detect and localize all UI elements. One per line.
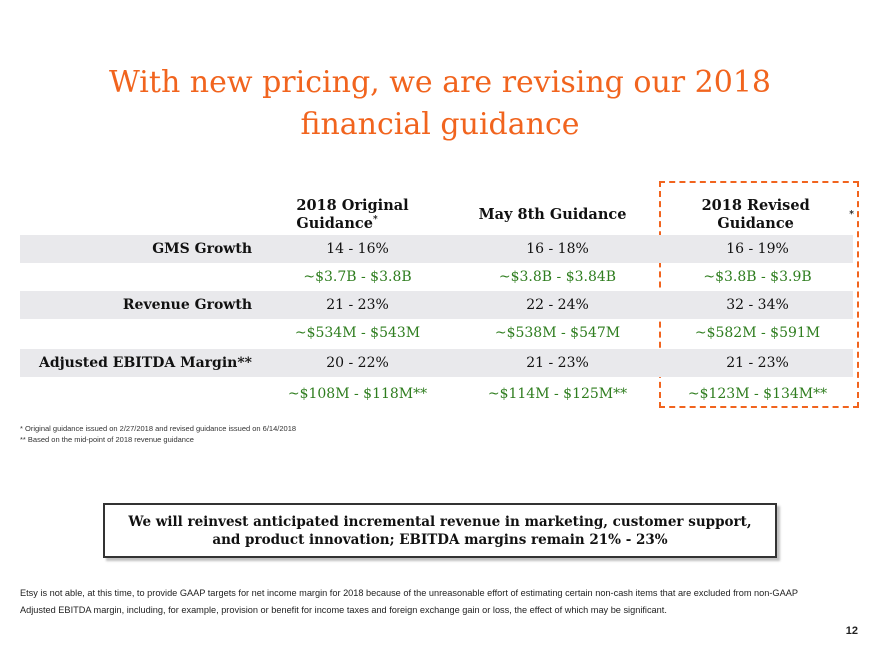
header-may-8th-guidance (455, 194, 650, 236)
slide-title-line-2: financial guidance (300, 107, 580, 142)
reinvestment-callout-text: We will reinvest anticipated incremental revenue in marketing, customer support, and product innovation; EBITDA margins remain 21% - 23% (128, 513, 752, 548)
gaap-disclaimer: Etsy is not able, at this time, to provide GAAP targets for net income margin for 2018 because of the unreasonable effort of estimating certain non-cash items that are excluded from non-GAAP Adjusted EBITDA margin, including, for example, provision or benefit for income taxes and foreign exchange gain or loss, the effect of which may be significant. (20, 588, 798, 615)
cell-original: ~$3.7B - $3.8B (303, 269, 412, 285)
cell-may-8th: ~$538M - $547M (494, 325, 621, 341)
cell-may-8th: 22 - 24% (526, 297, 589, 313)
table-row-ebitda-dollars (20, 380, 853, 408)
cell-original: 14 - 16% (326, 241, 389, 257)
cell-revised: ~$3.8B - $3.9B (703, 269, 812, 285)
header-may-8th-guidance-label: May 8th Guidance (478, 206, 627, 223)
row-label (20, 319, 282, 347)
cell-may-8th: 21 - 23% (526, 355, 589, 371)
table-row-revenue-dollars (20, 319, 853, 347)
row-label: Revenue Growth (122, 297, 252, 313)
row-label: GMS Growth (152, 241, 252, 257)
slide-title-line-1: With new pricing, we are revising our 2018 (108, 65, 772, 100)
cell-revised: ~$582M - $591M (694, 325, 821, 341)
cell-original: ~$534M - $543M (294, 325, 421, 341)
row-label: Adjusted EBITDA Margin** (38, 355, 252, 371)
cell-may-8th: ~$3.8B - $3.84B (498, 269, 617, 285)
cell-original: ~$108M - $118M** (287, 386, 428, 402)
footnote-guidance-dates: * Original guidance issued on 2/27/2018 and revised guidance issued on 6/14/2018 (20, 424, 297, 433)
cell-revised: 16 - 19% (726, 241, 789, 257)
cell-original: 20 - 22% (326, 355, 389, 371)
cell-may-8th: ~$114M - $125M** (487, 386, 628, 402)
cell-revised: 32 - 34% (726, 297, 789, 313)
cell-may-8th: 16 - 18% (526, 241, 589, 257)
header-original-guidance-marker: * (372, 215, 378, 226)
page-number: 12 (845, 625, 858, 637)
header-revised-guidance-label: 2018 Revised Guidance (701, 197, 810, 232)
cell-revised: 21 - 23% (726, 355, 789, 371)
header-revised-guidance: 2018 Revised Guidance * (662, 194, 854, 236)
cell-original: 21 - 23% (326, 297, 389, 313)
slide-title (0, 62, 880, 146)
header-original-guidance (260, 194, 445, 236)
reinvestment-callout-box (103, 503, 777, 558)
table-row-gms-growth (20, 235, 853, 263)
footnote-mid-point: ** Based on the mid-point of 2018 revenue guidance (20, 435, 194, 444)
table-row-gms-dollars (20, 263, 853, 291)
header-original-guidance-line-1: 2018 Original (296, 197, 409, 214)
guidance-table-header (0, 194, 880, 236)
cell-revised: ~$123M - $134M** (687, 386, 828, 402)
table-row-revenue-growth (20, 291, 853, 319)
table-row-ebitda-margin (20, 349, 853, 377)
header-original-guidance-line-2: Guidance (296, 215, 373, 232)
row-label (20, 263, 282, 291)
row-label (20, 380, 282, 408)
